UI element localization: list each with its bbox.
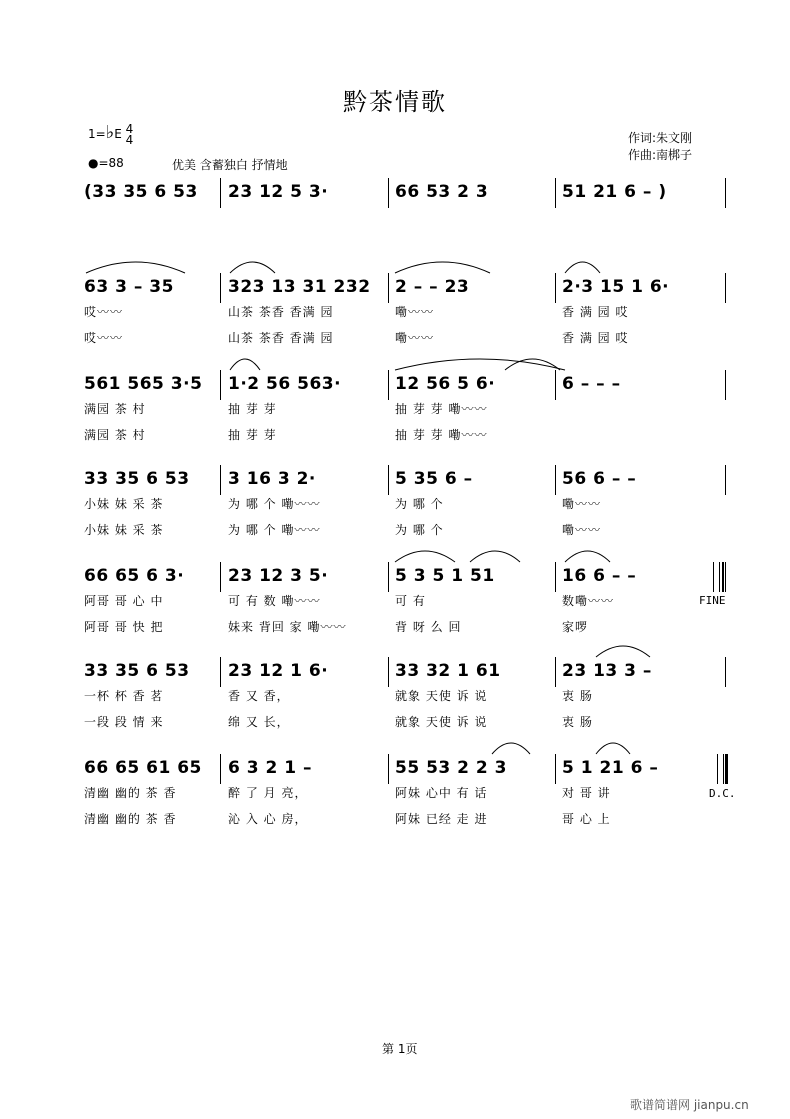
notes-line6-measure-group1: 33 35 6 53 <box>84 661 190 681</box>
lyric-verse1-line6-group2: 香 又 香， <box>228 689 290 703</box>
barline <box>388 562 389 592</box>
lyric-verse2-line5-group4: 家啰 <box>562 620 589 634</box>
composer-credit: 作曲:南梆子 <box>628 148 693 162</box>
lyric-verse1-line5-group4: 数嘞〰〰 <box>562 594 615 608</box>
barline <box>555 273 556 303</box>
lyric-verse1-line7-group4: 对 哥 讲 <box>562 786 611 800</box>
notes-line1-measure-group4: 51 21 6 – ) <box>562 182 667 202</box>
barline <box>220 465 221 495</box>
barline <box>388 754 389 784</box>
notes-line6-measure-group2: 23 12 1 6· <box>228 661 329 681</box>
lyric-verse2-line4-group4: 嘞〰〰 <box>562 523 602 537</box>
notes-line6-measure-group4: 23 13 3 – <box>562 661 652 681</box>
notes-line2-measure-group1: 63 3 – 35 <box>84 277 174 297</box>
barline <box>555 562 556 592</box>
lyric-verse2-line6-group4: 衷 肠 <box>562 715 593 729</box>
notes-line5-measure-group2: 23 12 3 5· <box>228 566 329 586</box>
lyric-verse2-line4-group3: 为 哪 个 <box>395 523 444 537</box>
time-signature <box>125 121 134 147</box>
lyricist-credit: 作词:朱文刚 <box>628 131 693 145</box>
slur-arc <box>565 551 610 562</box>
barline <box>220 657 221 687</box>
dc-mark: D.C. <box>709 787 736 800</box>
lyric-verse1-line2-group1: 哎〰〰 <box>84 305 124 319</box>
tempo-marking <box>88 156 124 170</box>
lyric-verse2-line3-group2: 抽 芽 芽 <box>228 428 277 442</box>
slur-arc <box>596 646 650 657</box>
notes-line4-measure-group1: 33 35 6 53 <box>84 469 190 489</box>
time-bottom: 4 <box>125 132 134 147</box>
notes-line3-measure-group3: 12 56 5 6· <box>395 374 496 394</box>
barline <box>388 370 389 400</box>
notes-line1-measure-group3: 66 53 2 3 <box>395 182 489 202</box>
barline <box>220 562 221 592</box>
lyric-verse1-line2-group3: 嘞〰〰 <box>395 305 435 319</box>
key-signature <box>88 122 133 146</box>
slur-arc <box>492 743 530 754</box>
lyric-verse1-line6-group1: 一杯 杯 香 茗 <box>84 689 164 703</box>
expression-marking: 优美 含蓄独白 抒情地 <box>172 158 288 172</box>
barline <box>220 370 221 400</box>
notes-line2-measure-group3: 2 – – 23 <box>395 277 470 297</box>
barline <box>388 178 389 208</box>
lyric-verse2-line6-group1: 一段 段 情 来 <box>84 715 164 729</box>
double-barline <box>723 754 724 784</box>
barline <box>725 178 726 208</box>
notes-line3-measure-group4: 6 – – – <box>562 374 621 394</box>
barline <box>388 657 389 687</box>
lyric-verse2-line5-group1: 阿哥 哥 快 把 <box>84 620 164 634</box>
lyric-verse2-line7-group2: 沁 入 心 房， <box>228 812 308 826</box>
barline <box>725 465 726 495</box>
lyric-verse1-line7-group1: 清幽 幽的 茶 香 <box>84 786 177 800</box>
lyric-verse2-line6-group2: 绵 又 长， <box>228 715 290 729</box>
slur-arc <box>395 359 565 370</box>
notes-line7-measure-group4: 5 1 21 6 – <box>562 758 659 778</box>
notes-line1-measure-group2: 23 12 5 3· <box>228 182 329 202</box>
lyric-verse2-line7-group1: 清幽 幽的 茶 香 <box>84 812 177 826</box>
lyric-verse1-line2-group4: 香 满 园 哎 <box>562 305 629 319</box>
barline <box>725 657 726 687</box>
notes-line2-measure-group4: 2·3 15 1 6· <box>562 277 670 297</box>
double-barline <box>726 754 728 784</box>
notes-line4-measure-group4: 56 6 – – <box>562 469 637 489</box>
double-barline <box>717 754 718 784</box>
lyric-verse2-line5-group3: 背 呀 么 回 <box>395 620 462 634</box>
page-number: 第 1页 <box>382 1042 418 1056</box>
lyric-verse1-line5-group2: 可 有 数 嘞〰〰 <box>228 594 321 608</box>
barline <box>555 754 556 784</box>
lyric-verse2-line7-group3: 阿妹 已经 走 进 <box>395 812 488 826</box>
slur-arc <box>565 262 600 273</box>
lyric-verse2-line2-group4: 香 满 园 哎 <box>562 331 629 345</box>
barline <box>725 273 726 303</box>
barline <box>388 465 389 495</box>
lyric-verse2-line2-group3: 嘞〰〰 <box>395 331 435 345</box>
lyric-verse2-line6-group3: 就象 天使 诉 说 <box>395 715 488 729</box>
half-note-icon: ● <box>88 156 99 170</box>
slur-arc <box>505 359 560 370</box>
notes-line7-measure-group1: 66 65 61 65 <box>84 758 202 778</box>
notes-line5-measure-group1: 66 65 6 3· <box>84 566 185 586</box>
lyric-verse1-line4-group2: 为 哪 个 嘞〰〰 <box>228 497 321 511</box>
slur-arc <box>86 262 185 273</box>
lyric-verse2-line5-group2: 妹来 背回 家 嘞〰〰 <box>228 620 347 634</box>
notes-line4-measure-group2: 3 16 3 2· <box>228 469 316 489</box>
slur-arc <box>470 551 520 562</box>
notes-line1-measure-group1: (33 35 6 53 <box>84 182 198 202</box>
lyric-verse1-line4-group3: 为 哪 个 <box>395 497 444 511</box>
notes-line2-measure-group2: 323 13 31 232 <box>228 277 371 297</box>
time-top: 4 <box>125 121 134 136</box>
lyric-verse2-line3-group3: 抽 芽 芽 嘞〰〰 <box>395 428 488 442</box>
barline <box>220 754 221 784</box>
barline <box>555 370 556 400</box>
barline <box>725 370 726 400</box>
lyric-verse2-line2-group2: 山茶 茶香 香满 园 <box>228 331 334 345</box>
barline <box>555 465 556 495</box>
lyric-verse1-line6-group3: 就象 天使 诉 说 <box>395 689 488 703</box>
notes-line7-measure-group3: 55 53 2 2 3 <box>395 758 507 778</box>
tempo-value: =88 <box>98 156 124 170</box>
slur-arc <box>230 359 260 370</box>
key-prefix: 1= <box>88 127 106 141</box>
lyric-verse1-line2-group2: 山茶 茶香 香满 园 <box>228 305 334 319</box>
lyric-verse1-line7-group2: 醉 了 月 亮， <box>228 786 308 800</box>
slur-arc <box>230 262 275 273</box>
notes-line3-measure-group1: 561 565 3·5 <box>84 374 203 394</box>
barline <box>220 178 221 208</box>
double-barline <box>719 562 720 592</box>
fine-mark: FINE <box>699 594 726 607</box>
lyric-verse1-line3-group1: 满园 茶 村 <box>84 402 146 416</box>
slur-arc <box>395 262 490 273</box>
notes-line3-measure-group2: 1·2 56 563· <box>228 374 342 394</box>
notes-line7-measure-group2: 6 3 2 1 – <box>228 758 312 778</box>
slur-arc <box>596 743 630 754</box>
watermark: 歌谱简谱网 jianpu.cn <box>630 1098 749 1112</box>
barline <box>725 562 726 592</box>
notes-line5-measure-group4: 16 6 – – <box>562 566 637 586</box>
lyric-verse1-line7-group3: 阿妹 心中 有 话 <box>395 786 488 800</box>
lyric-verse2-line3-group1: 满园 茶 村 <box>84 428 146 442</box>
lyric-verse1-line5-group1: 阿哥 哥 心 中 <box>84 594 164 608</box>
lyric-verse1-line5-group3: 可 有 <box>395 594 426 608</box>
notes-line5-measure-group3: 5 3 5 1 51 <box>395 566 495 586</box>
slur-arc <box>395 551 455 562</box>
double-barline <box>713 562 714 592</box>
lyric-verse2-line4-group1: 小妹 妹 采 茶 <box>84 523 164 537</box>
lyric-verse1-line6-group4: 衷 肠 <box>562 689 593 703</box>
lyric-verse2-line2-group1: 哎〰〰 <box>84 331 124 345</box>
notes-line6-measure-group3: 33 32 1 61 <box>395 661 501 681</box>
lyric-verse2-line4-group2: 为 哪 个 嘞〰〰 <box>228 523 321 537</box>
song-title: 黔茶情歌 <box>343 88 447 116</box>
barline <box>220 273 221 303</box>
double-barline <box>722 562 724 592</box>
barline <box>555 657 556 687</box>
barline <box>555 178 556 208</box>
barline <box>388 273 389 303</box>
lyric-verse2-line7-group4: 哥 心 上 <box>562 812 611 826</box>
notes-line4-measure-group3: 5 35 6 – <box>395 469 473 489</box>
lyric-verse1-line4-group1: 小妹 妹 采 茶 <box>84 497 164 511</box>
lyric-verse1-line3-group3: 抽 芽 芽 嘞〰〰 <box>395 402 488 416</box>
key-letter: E <box>114 127 122 141</box>
flat-sign: ♭ <box>105 122 115 143</box>
lyric-verse1-line4-group4: 嘞〰〰 <box>562 497 602 511</box>
lyric-verse1-line3-group2: 抽 芽 芽 <box>228 402 277 416</box>
